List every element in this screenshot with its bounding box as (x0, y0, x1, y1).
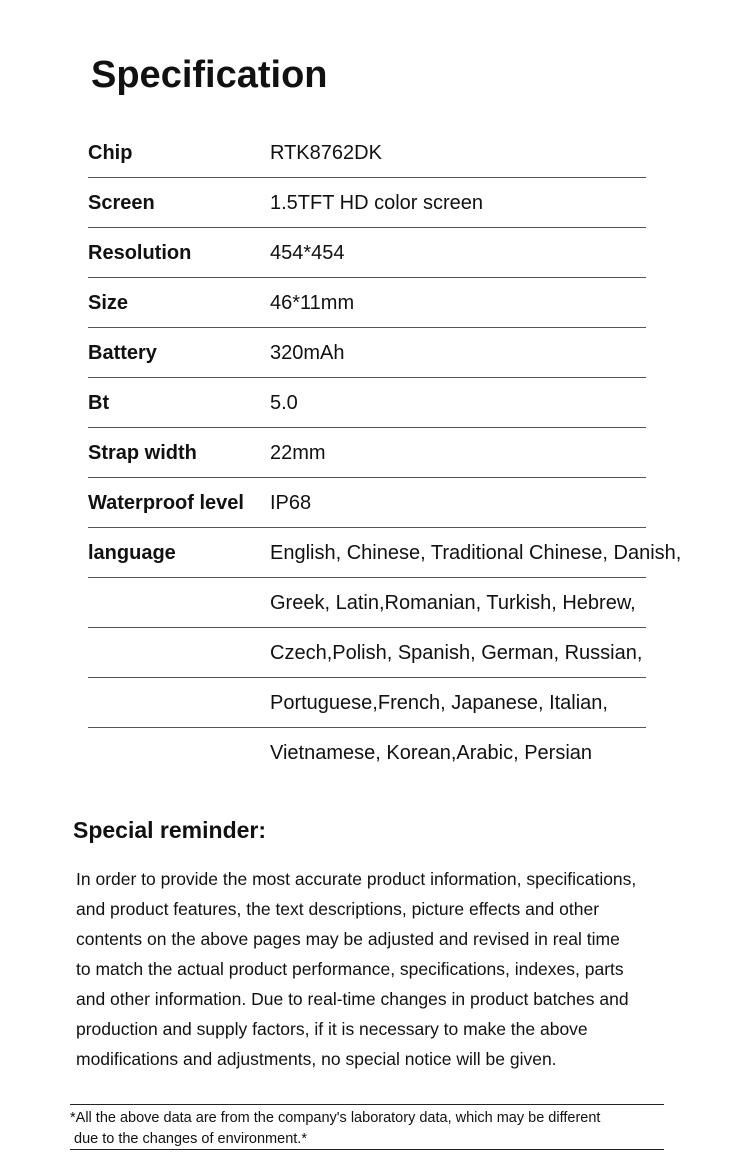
spec-row-language-cont (88, 678, 750, 728)
reminder-line: In order to provide the most accurate product information, specifications, (76, 869, 637, 889)
spec-row-language-cont (88, 728, 750, 778)
spec-label: Strap width (88, 442, 197, 464)
reminder-line: contents on the above pages may be adjusted and revised in real time (76, 929, 620, 949)
spec-value: RTK8762DK (270, 142, 382, 164)
spec-row-screen (88, 178, 750, 228)
spec-value: 46*11mm (270, 292, 355, 314)
footnote-line: *All the above data are from the company's laboratory data, which may be different (70, 1110, 601, 1126)
spec-table (88, 128, 750, 778)
spec-row-language-cont (88, 578, 750, 628)
spec-row-language (88, 528, 750, 578)
spec-row-size (88, 278, 750, 328)
spec-row-battery (88, 328, 750, 378)
footnote-bottom-divider (70, 1149, 664, 1150)
spec-value: 22mm (270, 442, 326, 464)
reminder-paragraph (76, 864, 716, 1074)
spec-value: Czech,Polish, Spanish, German, Russian, (270, 642, 643, 664)
page-title: Specification (91, 54, 328, 96)
spec-row-chip (88, 128, 750, 178)
spec-value: Vietnamese, Korean,Arabic, Persian (270, 742, 593, 764)
spec-label: Bt (88, 392, 110, 414)
spec-value: 320mAh (270, 342, 345, 364)
reminder-line: and product features, the text descriptions, picture effects and other (76, 899, 600, 919)
footnote (70, 1108, 670, 1150)
footnote-line: due to the changes of environment.* (74, 1131, 307, 1147)
spec-label: language (88, 542, 176, 564)
spec-row-language-cont (88, 628, 750, 678)
reminder-line: to match the actual product performance, specifications, indexes, parts (76, 959, 624, 979)
spec-label: Chip (88, 142, 133, 164)
spec-value: IP68 (270, 492, 312, 514)
spec-value: 454*454 (270, 242, 345, 264)
spec-label: Resolution (88, 242, 192, 264)
reminder-heading: Special reminder: (73, 817, 267, 843)
spec-label: Battery (88, 342, 157, 364)
spec-row-resolution (88, 228, 750, 278)
reminder-line: modifications and adjustments, no special notice will be given. (76, 1049, 557, 1069)
spec-label: Waterproof level (88, 492, 244, 514)
spec-row-waterproof (88, 478, 750, 528)
spec-label: Size (88, 292, 129, 314)
spec-value: 1.5TFT HD color screen (270, 192, 484, 214)
spec-row-bt (88, 378, 750, 428)
spec-value: Portuguese,French, Japanese, Italian, (270, 692, 608, 714)
spec-label: Screen (88, 192, 155, 214)
reminder-line: and other information. Due to real-time changes in product batches and (76, 989, 629, 1009)
spec-value: Greek, Latin,Romanian, Turkish, Hebrew, (270, 592, 636, 614)
spec-row-strap-width (88, 428, 750, 478)
reminder-line: production and supply factors, if it is necessary to make the above (76, 1019, 588, 1039)
spec-value: English, Chinese, Traditional Chinese, Danish, (270, 542, 682, 564)
spec-value: 5.0 (270, 392, 298, 414)
footnote-top-divider (70, 1104, 664, 1105)
